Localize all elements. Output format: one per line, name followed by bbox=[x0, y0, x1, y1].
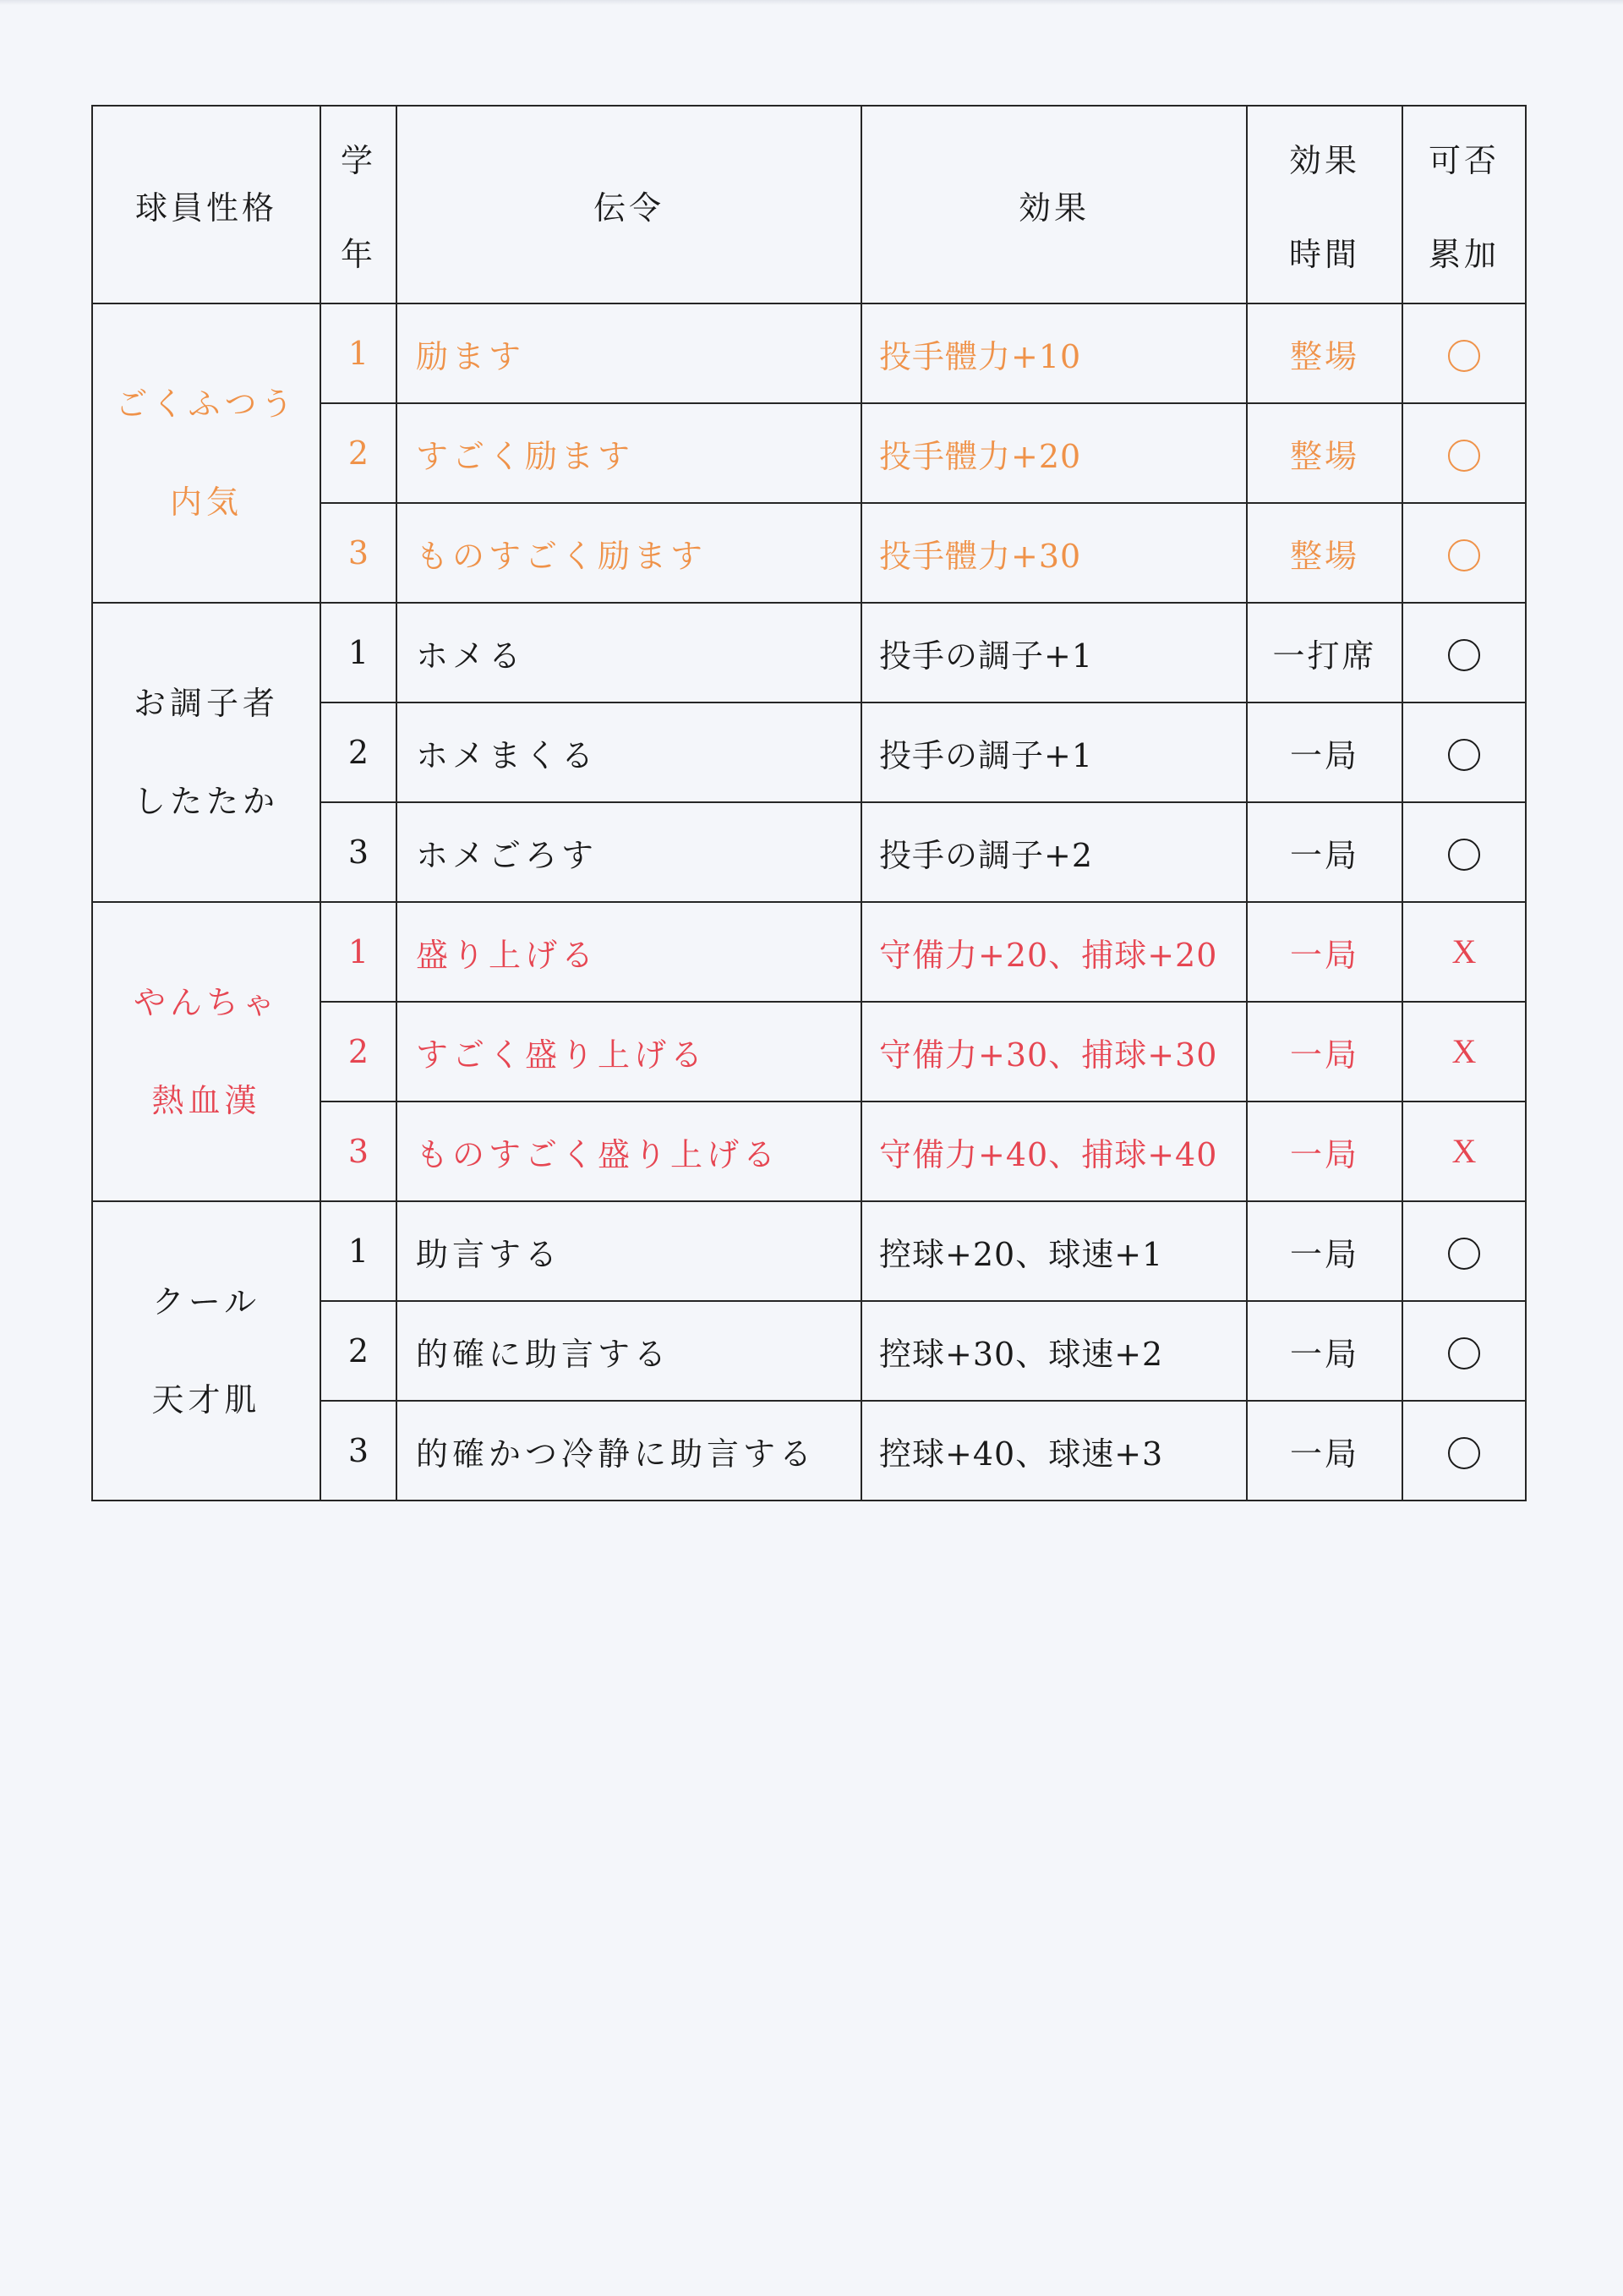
scan-top-edge bbox=[0, 0, 1623, 5]
personality-cell bbox=[92, 1201, 320, 1501]
effect-cell: 守備力+30、捕球+30 bbox=[861, 1002, 1247, 1102]
duration-cell: 整場 bbox=[1247, 403, 1402, 503]
personality-label: 天才肌 bbox=[151, 1381, 261, 1419]
header-order: 伝令 bbox=[396, 106, 861, 303]
grade-cell: 3 bbox=[320, 1401, 396, 1501]
stackable-cell bbox=[1402, 403, 1526, 503]
order-cell: 励ます bbox=[396, 303, 861, 403]
order-cell: 助言する bbox=[396, 1201, 861, 1301]
personality-label: 内気 bbox=[169, 484, 243, 521]
header-duration-line-2: 時間 bbox=[1288, 236, 1360, 273]
stackable-cell bbox=[1402, 1102, 1526, 1201]
grade-cell: 2 bbox=[320, 1301, 396, 1401]
grade-cell: 1 bbox=[320, 902, 396, 1002]
order-cell: 盛り上げる bbox=[396, 902, 861, 1002]
grade-cell: 2 bbox=[320, 1002, 396, 1102]
order-cell: すごく励ます bbox=[396, 403, 861, 503]
personality-label: 熱血漢 bbox=[151, 1082, 261, 1119]
stackable-cell bbox=[1402, 1301, 1526, 1401]
stackable-cell bbox=[1402, 1201, 1526, 1301]
stackable-cell bbox=[1402, 603, 1526, 702]
header-grade bbox=[320, 106, 396, 303]
personality-label: お調子者 bbox=[133, 685, 279, 722]
table-row bbox=[92, 303, 1526, 403]
stackable-circle-mark bbox=[1448, 1437, 1480, 1469]
duration-cell: 一局 bbox=[1247, 1401, 1402, 1501]
effect-cell: 投手の調子+1 bbox=[861, 702, 1247, 802]
table-row bbox=[92, 603, 1526, 702]
stackable-circle-mark bbox=[1448, 1238, 1480, 1270]
duration-cell: 一局 bbox=[1247, 802, 1402, 902]
effect-cell: 投手體力+10 bbox=[861, 303, 1247, 403]
stackable-cell bbox=[1402, 902, 1526, 1002]
header-stackable-line-1: 可否 bbox=[1428, 142, 1500, 179]
table-row bbox=[92, 1201, 1526, 1301]
stackable-cell bbox=[1402, 1002, 1526, 1102]
header-grade-line-1: 学 bbox=[340, 142, 376, 179]
personality-cell bbox=[92, 902, 320, 1201]
header-grade-line-2: 年 bbox=[340, 236, 376, 273]
table-row bbox=[92, 902, 1526, 1002]
stackable-cell bbox=[1402, 503, 1526, 603]
stackable-circle-mark bbox=[1448, 340, 1480, 372]
effect-cell: 控球+20、球速+1 bbox=[861, 1201, 1247, 1301]
duration-cell: 一局 bbox=[1247, 902, 1402, 1002]
stackable-circle-mark bbox=[1448, 739, 1480, 771]
header-personality: 球員性格 bbox=[92, 106, 320, 303]
duration-cell: 一局 bbox=[1247, 1301, 1402, 1401]
grade-cell: 3 bbox=[320, 802, 396, 902]
order-cell: ホメる bbox=[396, 603, 861, 702]
duration-cell: 一局 bbox=[1247, 1002, 1402, 1102]
stackable-circle-mark bbox=[1448, 1337, 1480, 1369]
personality-label: クール bbox=[151, 1283, 261, 1320]
order-effects-table bbox=[91, 105, 1527, 1501]
header-stackable bbox=[1402, 106, 1526, 303]
grade-cell: 2 bbox=[320, 702, 396, 802]
header-stackable-line-2: 累加 bbox=[1428, 236, 1500, 273]
stackable-cell bbox=[1402, 802, 1526, 902]
header-duration-line-1: 効果 bbox=[1288, 142, 1360, 179]
effect-cell: 守備力+40、捕球+40 bbox=[861, 1102, 1247, 1201]
effect-cell: 控球+30、球速+2 bbox=[861, 1301, 1247, 1401]
effect-cell: 投手の調子+2 bbox=[861, 802, 1247, 902]
grade-cell: 1 bbox=[320, 603, 396, 702]
personality-label: やんちゃ bbox=[133, 984, 279, 1021]
not-stackable-x-mark: X bbox=[1451, 1132, 1477, 1170]
duration-cell: 一局 bbox=[1247, 1201, 1402, 1301]
stackable-cell bbox=[1402, 303, 1526, 403]
not-stackable-x-mark: X bbox=[1451, 1032, 1477, 1070]
effect-cell: 守備力+20、捕球+20 bbox=[861, 902, 1247, 1002]
table-header-row bbox=[92, 106, 1526, 303]
order-cell: ホメごろす bbox=[396, 802, 861, 902]
duration-cell: 整場 bbox=[1247, 503, 1402, 603]
effect-cell: 投手體力+20 bbox=[861, 403, 1247, 503]
stackable-circle-mark bbox=[1448, 539, 1480, 571]
order-cell: 的確かつ冷静に助言する bbox=[396, 1401, 861, 1501]
duration-cell: 整場 bbox=[1247, 303, 1402, 403]
grade-cell: 2 bbox=[320, 403, 396, 503]
order-cell: ものすごく励ます bbox=[396, 503, 861, 603]
grade-cell: 1 bbox=[320, 303, 396, 403]
grade-cell: 3 bbox=[320, 503, 396, 603]
stackable-cell bbox=[1402, 1401, 1526, 1501]
duration-cell: 一局 bbox=[1247, 1102, 1402, 1201]
grade-cell: 1 bbox=[320, 1201, 396, 1301]
personality-label: ごくふつう bbox=[115, 385, 298, 423]
stackable-cell bbox=[1402, 702, 1526, 802]
table-body bbox=[92, 303, 1526, 1501]
header-effect: 効果 bbox=[861, 106, 1247, 303]
header-duration bbox=[1247, 106, 1402, 303]
effect-cell: 控球+40、球速+3 bbox=[861, 1401, 1247, 1501]
stackable-circle-mark bbox=[1448, 639, 1480, 671]
grade-cell: 3 bbox=[320, 1102, 396, 1201]
order-cell: ホメまくる bbox=[396, 702, 861, 802]
duration-cell: 一打席 bbox=[1247, 603, 1402, 702]
order-cell: すごく盛り上げる bbox=[396, 1002, 861, 1102]
effect-cell: 投手體力+30 bbox=[861, 503, 1247, 603]
stackable-circle-mark bbox=[1448, 839, 1480, 871]
order-cell: ものすごく盛り上げる bbox=[396, 1102, 861, 1201]
stackable-circle-mark bbox=[1448, 440, 1480, 472]
personality-cell bbox=[92, 603, 320, 902]
duration-cell: 一局 bbox=[1247, 702, 1402, 802]
order-cell: 的確に助言する bbox=[396, 1301, 861, 1401]
personality-label: したたか bbox=[133, 783, 279, 820]
effect-cell: 投手の調子+1 bbox=[861, 603, 1247, 702]
personality-cell bbox=[92, 303, 320, 603]
not-stackable-x-mark: X bbox=[1451, 932, 1477, 970]
